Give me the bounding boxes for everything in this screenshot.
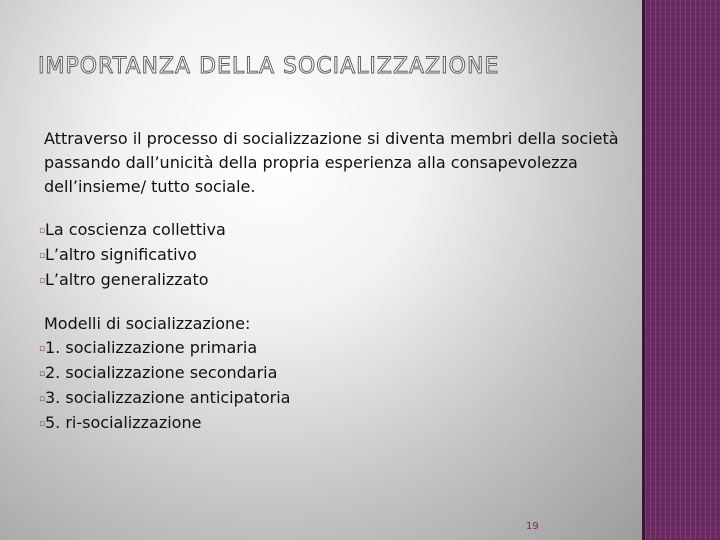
bullet-icon: ▫ [39,251,46,261]
models-heading: Modelli di socializzazione: [44,314,251,333]
bullet-icon: ▫ [39,419,46,429]
intro-paragraph: Attraverso il processo di socializzazione si diventa membri della società passando dall’unicità della propria esperienza alla consapevolezza dell’insieme/ tutto sociale. [44,129,619,196]
list-item: ▫2. socializzazione secondaria [44,361,624,386]
bullet-icon: ▫ [39,276,46,286]
models-list [39,312,624,436]
bullet-icon: ▫ [39,394,46,404]
bullet-icon: ▫ [39,369,46,379]
slide-number: 19 [526,521,539,532]
list-item: ▫5. ri-socializzazione [44,411,624,436]
list-item: ▫3. socializzazione anticipatoria [44,386,624,411]
concepts-list [39,218,624,293]
slide-title: IMPORTANZA DELLA SOCIALIZZAZIONE [38,54,500,79]
bullet-icon: ▫ [39,344,46,354]
bullet-icon: ▫ [39,226,46,236]
list-item: ▫L’altro generalizzato [44,268,624,293]
slide-body [39,127,624,455]
list-item: ▫La coscienza collettiva [44,218,624,243]
decorative-side-bar [642,0,720,540]
list-item: ▫1. socializzazione primaria [44,336,624,361]
list-item: ▫L’altro significativo [44,243,624,268]
